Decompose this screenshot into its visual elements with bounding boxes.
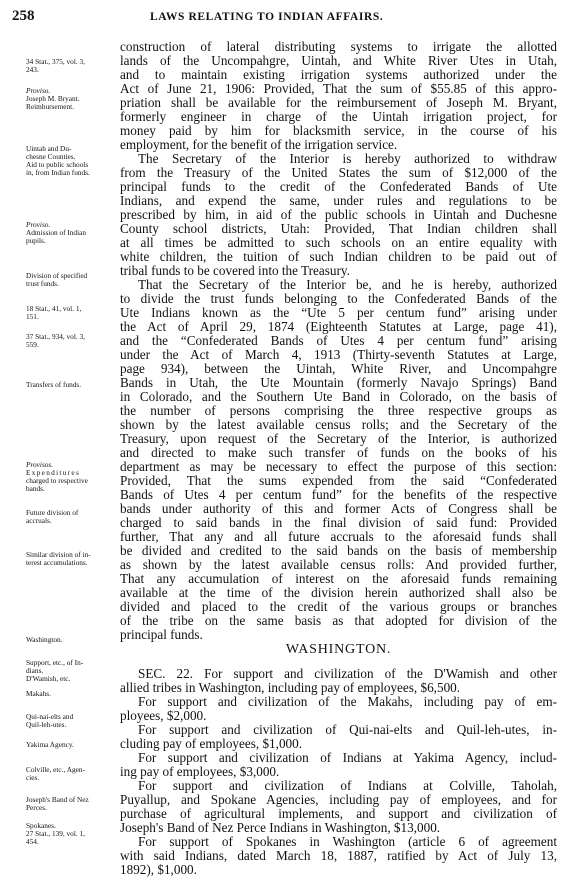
body-text-line: and directed to make such transfer of funds on the books of his [120, 446, 557, 460]
body-text-line: employment, for the benefit of the irrigation service. [120, 138, 398, 152]
margin-note: Transfers of funds. [26, 381, 82, 389]
margin-note: Yakima Agency. [26, 741, 74, 749]
body-text-line: and to maintain existing irrigation systems authorized under the [120, 68, 557, 82]
body-text-line: and the “Confederated Bands of Utes 4 per centum fund” arising [120, 334, 557, 348]
margin-note: Joseph M. Bryant. [26, 95, 80, 103]
margin-note: Joseph's Band of Nez [26, 796, 89, 804]
margin-note: 34 Stat., 375, vol. 3, [26, 58, 85, 66]
margin-note: Uintah and Du- [26, 145, 72, 153]
body-text-line: bands under authority of this and former Acts of Congress shall be [120, 502, 557, 516]
margin-note: 454. [26, 838, 39, 846]
body-text-line: Bands of Utes 4 per centum fund” for the benefits of the respective [120, 488, 557, 502]
body-text-line: ployees, $2,000. [120, 709, 207, 723]
body-text-line: charged to said bands in the final division of said fund: Provided [120, 516, 557, 530]
body-text-line: under the Act of March 4, 1913 (Thirty-seventh Statutes at Large, [120, 348, 557, 362]
body-text-line: The Secretary of the Interior is hereby authorized to withdraw [138, 152, 557, 166]
body-text-line: Puyallup, and Spokane Agencies, including pay of employees, and for [120, 793, 557, 807]
margin-note: chesne Counties. [26, 153, 76, 161]
margin-note: accruals. [26, 517, 52, 525]
margin-note: Support, etc., of In- [26, 659, 84, 667]
margin-note: pupils. [26, 237, 46, 245]
margin-note: 559. [26, 341, 39, 349]
body-text-line: with said Indians, dated March 18, 1887, ratified by Act of July 13, [120, 849, 557, 863]
margin-note: cies. [26, 774, 40, 782]
margin-note: Makahs. [26, 690, 51, 698]
body-text-line: available at the time of the division herein authorized shall also be [120, 586, 557, 600]
body-text-line: formerly engineer in charge of the Uintah irrigation project, for [120, 110, 557, 124]
margin-note: Proviso. [26, 221, 51, 229]
margin-note: Division of specified [26, 272, 88, 280]
margin-note: 27 Stat., 139, vol. 1, [26, 830, 85, 838]
body-text-line: the number of persons comprising the three respective groups as [120, 404, 557, 418]
body-text-line: department as may be necessary to effect the purpose of this section: [120, 460, 557, 474]
body-text-line: of the tribe on the same basis as that adopted for division of the [120, 614, 557, 628]
body-text-line: construction of lateral distributing systems to irrigate the allotted [120, 40, 557, 54]
body-text-line: shown by the latest available census rolls; and the Secretary of the [120, 418, 557, 432]
margin-note: 37 Stat., 934, vol. 3, [26, 333, 85, 341]
body-text-line: For support and civilization of Qui-nai-elts and Quil-leh-utes, in- [138, 723, 557, 737]
body-text-line: at all times be admitted to such schools on an entire equality with [120, 236, 557, 250]
body-text-line: be divided and credited to the said bands on the basis of membership [120, 544, 557, 558]
margin-note: charged to respective [26, 477, 88, 485]
margin-note: Colville, etc., Agen- [26, 766, 85, 774]
margin-note: Provisos. [26, 461, 54, 469]
margin-note: Admission of Indian [26, 229, 86, 237]
margin-note: Similar division of in- [26, 551, 91, 559]
body-text-line: in Colorado, and the Southern Ute Band in Colorado, on the basis of [120, 390, 557, 404]
body-text-line: priation shall be available for the reimbursement of Joseph M. Bryant, [120, 96, 557, 110]
body-text-line: Ute Indians known as the “Ute 5 per centum fund” arising under [120, 306, 557, 320]
body-text-line: That the Secretary of the Interior be, and he is hereby, authorized [138, 278, 557, 292]
margin-note: Washington. [26, 636, 63, 644]
body-text-line: the Act of April 29, 1874 (Eighteenth Statutes at Large, page 41), [120, 320, 557, 334]
margin-note: trust funds. [26, 280, 59, 288]
body-text-line: allied tribes in Washington, including pay of employees, $6,500. [120, 681, 461, 695]
body-text-line: to divide the trust funds belonging to the Confederated Bands of the [120, 292, 557, 306]
body-text-line: For support of Spokanes in Washington (article 6 of agreement [138, 835, 557, 849]
body-text-line: principal funds. [120, 628, 203, 642]
margin-note: Reimbursement. [26, 103, 75, 111]
margin-note: 18 Stat., 41, vol. 1, [26, 305, 82, 313]
body-text-line: Bands in Utah, the Ute Mountain (formerly Navajo Springs) Band [120, 376, 557, 390]
body-text-line: lands of the Uncompahgre, Uintah, and White River Utes in Utah, [120, 54, 557, 68]
body-text-line: purchase of agricultural implements, and support and civilization of [120, 807, 557, 821]
body-text-line: money paid by him for blacksmith service, in the course of his [120, 124, 557, 138]
body-text-line: principal funds to the credit of the Confederated Bands of Ute [120, 180, 557, 194]
margin-note: Future division of [26, 509, 79, 517]
section-heading: WASHINGTON. [285, 642, 392, 657]
body-text-line: For support and civilization of the Makahs, including pay of em- [138, 695, 557, 709]
margin-note: in, from Indian funds. [26, 169, 90, 177]
body-text-line: 1892), $1,000. [120, 863, 197, 877]
body-text-line: SEC. 22. For support and civilization of the D'Wamish and other [138, 667, 557, 681]
running-title: LAWS RELATING TO INDIAN AFFAIRS. [150, 11, 384, 23]
page-number: 258 [12, 8, 35, 24]
body-text-line: page 934), between the Uintah, White River, and Uncompahgre [120, 362, 557, 376]
body-text-line: divided and placed to the credit of the various groups or branches [120, 600, 557, 614]
body-text-line: prescribed by him, in aid of the public schools in Uintah and Duchesne [120, 208, 557, 222]
body-text-line: tribal funds to be covered into the Treasury. [120, 264, 350, 278]
margin-note: 151. [26, 313, 39, 321]
margin-note: terest accumulations. [26, 559, 88, 567]
body-text-line: as shown by the latest available census rolls: And provided further, [120, 558, 557, 572]
margin-note: D'Wamish, etc. [26, 675, 71, 683]
margin-note: Expenditures [26, 469, 81, 477]
margin-note: Qui-nai-elts and [26, 713, 74, 721]
body-text-line: white children, the tuition of such Indian children to be paid out of [120, 250, 557, 264]
body-text-line: County school districts, Utah: Provided, That Indian children shall [120, 222, 557, 236]
margin-note: 243. [26, 66, 39, 74]
body-text-line: That any accumulation of interest on the aforesaid funds remaining [120, 572, 557, 586]
margin-note: Proviso. [26, 87, 51, 95]
margin-note: dians. [26, 667, 44, 675]
margin-note: bands. [26, 485, 45, 493]
margin-note: Aid to public schools [26, 161, 89, 169]
margin-note: Perces. [26, 804, 47, 812]
body-text-line: Indians, and expend the same, under rules and regulations to be [120, 194, 557, 208]
margin-note: Spokanes. [26, 822, 56, 830]
body-text-line: ing pay of employees, $3,000. [120, 765, 280, 779]
body-text-line: For support and civilization of Indians at Colville, Taholah, [138, 779, 557, 793]
body-text-line: further, That any and all future accruals to the aforesaid funds shall [120, 530, 557, 544]
margin-note: Quil-leh-utes. [26, 721, 67, 729]
body-text-line: Act of June 21, 1906: Provided, That the sum of $55.85 of this appro- [120, 82, 557, 96]
body-text-line: For support and civilization of Indians at Yakima Agency, includ- [138, 751, 557, 765]
body-text-line: from the Treasury of the United States the sum of $12,000 of the [120, 166, 557, 180]
body-text-line: Treasury, upon request of the Secretary of the Interior, is authorized [120, 432, 557, 446]
body-text-line: cluding pay of employees, $1,000. [120, 737, 303, 751]
body-text-line: Provided, That the sums expended from the said “Confederated [120, 474, 557, 488]
body-text-line: Joseph's Band of Nez Perce Indians in Washington, $13,000. [120, 821, 441, 835]
